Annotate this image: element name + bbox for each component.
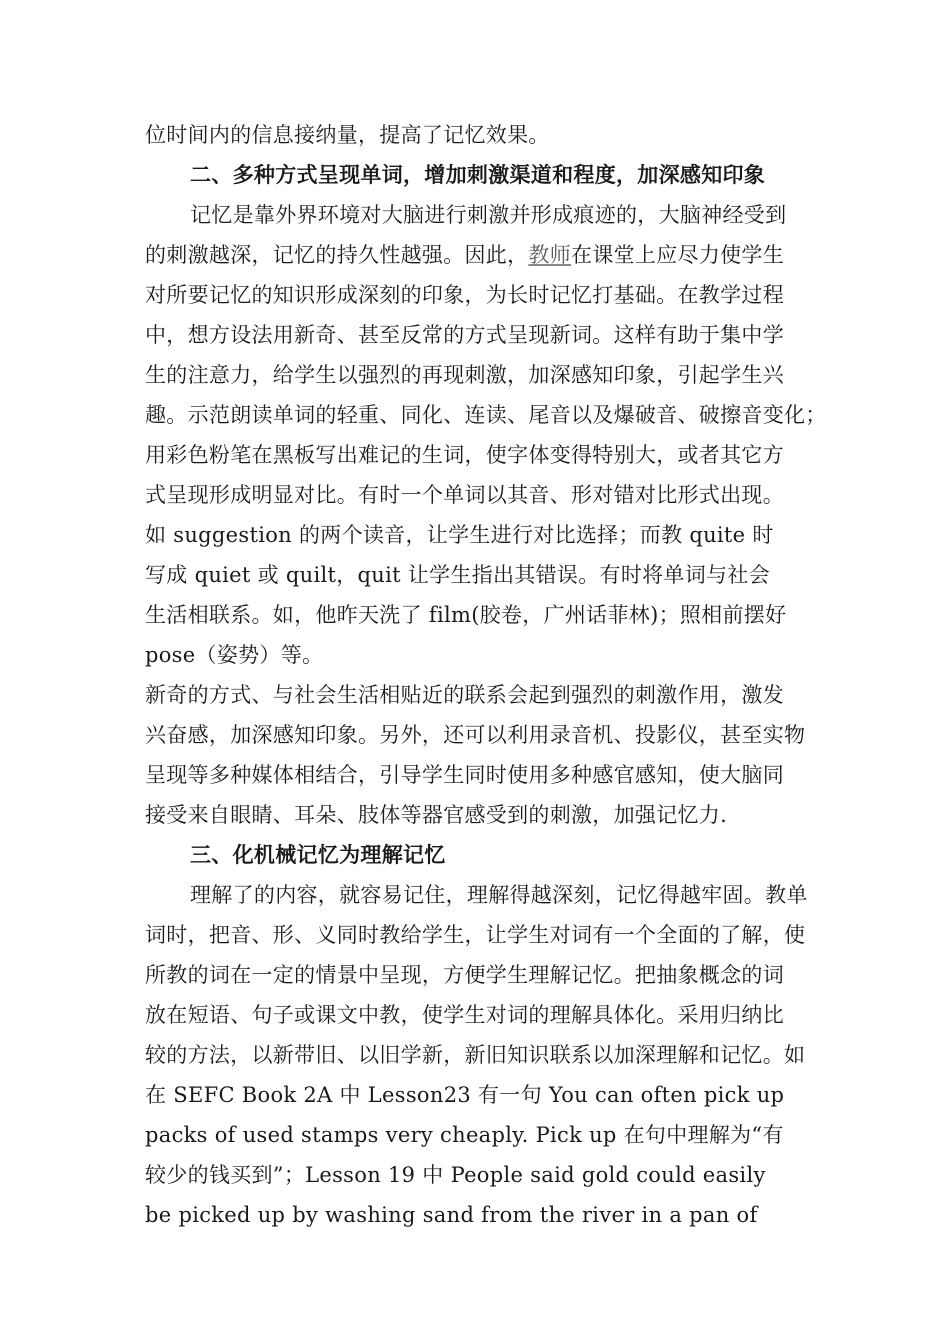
paragraph-line: 中，想方设法用新奇、甚至反常的方式呈现新词。这样有助于集中学 [145, 323, 784, 347]
paragraph-line: 如 suggestion 的两个读音，让学生进行对比选择；而教 quite 时 [145, 523, 774, 547]
paragraph-line: 对所要记忆的知识形成深刻的印象，为长时记忆打基础。在教学过程 [145, 283, 784, 307]
paragraph-line: be picked up by washing sand from the river in a pan of [145, 1203, 758, 1227]
teacher-link[interactable]: 教师 [528, 243, 572, 267]
paragraph-line: 兴奋感，加深感知印象。另外，还可以利用录音机、投影仪，甚至实物 [145, 723, 806, 747]
paragraph-line: 生活相联系。如，他昨天洗了 film(胶卷，广州话菲林)；照相前摆好 [145, 603, 787, 627]
paragraph-line: 呈现等多种媒体相结合，引导学生同时使用多种感官感知，使大脑同 [145, 763, 784, 787]
section-heading-3: 三、化机械记忆为理解记忆 [190, 842, 446, 867]
paragraph-line [145, 235, 784, 275]
paragraph-line: 趣。示范朗读单词的轻重、同化、连读、尾音以及爆破音、破擦音变化； [145, 403, 827, 427]
paragraph-line: 放在短语、句子或课文中教，使学生对词的理解具体化。采用归纳比 [145, 1003, 784, 1027]
paragraph-line: 写成 quiet 或 quilt，quit 让学生指出其错误。有时将单词与社会 [145, 563, 770, 587]
paragraph-line: 理解了的内容，就容易记住，理解得越深刻，记忆得越牢固。教单 [190, 883, 808, 907]
paragraph-line: 所教的词在一定的情景中呈现，方便学生理解记忆。把抽象概念的词 [145, 963, 784, 987]
paragraph-line: 新奇的方式、与社会生活相贴近的联系会起到强烈的刺激作用，激发 [145, 683, 784, 707]
paragraph-line: 记忆是靠外界环境对大脑进行刺激并形成痕迹的，大脑神经受到 [190, 203, 787, 227]
paragraph-line: 用彩色粉笔在黑板写出难记的生词，使字体变得特别大，或者其它方 [145, 443, 784, 467]
paragraph-line: 式呈现形成明显对比。有时一个单词以其音、形对错对比形式出现。 [145, 483, 784, 507]
section-heading-2: 二、多种方式呈现单词，增加刺激渠道和程度，加深感知印象 [190, 162, 766, 187]
paragraph-line: packs of used stamps very cheaply. Pick up 在句中理解为“有 [145, 1123, 784, 1147]
paragraph-line: 在 SEFC Book 2A 中 Lesson23 有一句 You can often pick up [145, 1083, 785, 1107]
paragraph-line: 词时，把音、形、义同时教给学生，让学生对词有一个全面的了解，使 [145, 923, 806, 947]
paragraph-line: 位时间内的信息接纳量，提高了记忆效果。 [145, 123, 550, 147]
paragraph-line: 较的方法，以新带旧、以旧学新，新旧知识联系以加深理解和记忆。如 [145, 1043, 806, 1067]
paragraph-line: 接受来自眼睛、耳朵、肢体等器官感受到的刺激，加强记忆力. [145, 803, 728, 827]
text-span: 的刺激越深，记忆的持久性越强。因此， [145, 243, 529, 267]
paragraph-line: 较少的钱买到”；Lesson 19 中 People said gold could easily [145, 1163, 766, 1187]
text-span: 在课堂上应尽力使学生 [571, 243, 785, 267]
paragraph-line: pose（姿势）等。 [145, 643, 324, 667]
paragraph-line: 生的注意力，给学生以强烈的再现刺激，加深感知印象，引起学生兴 [145, 363, 784, 387]
